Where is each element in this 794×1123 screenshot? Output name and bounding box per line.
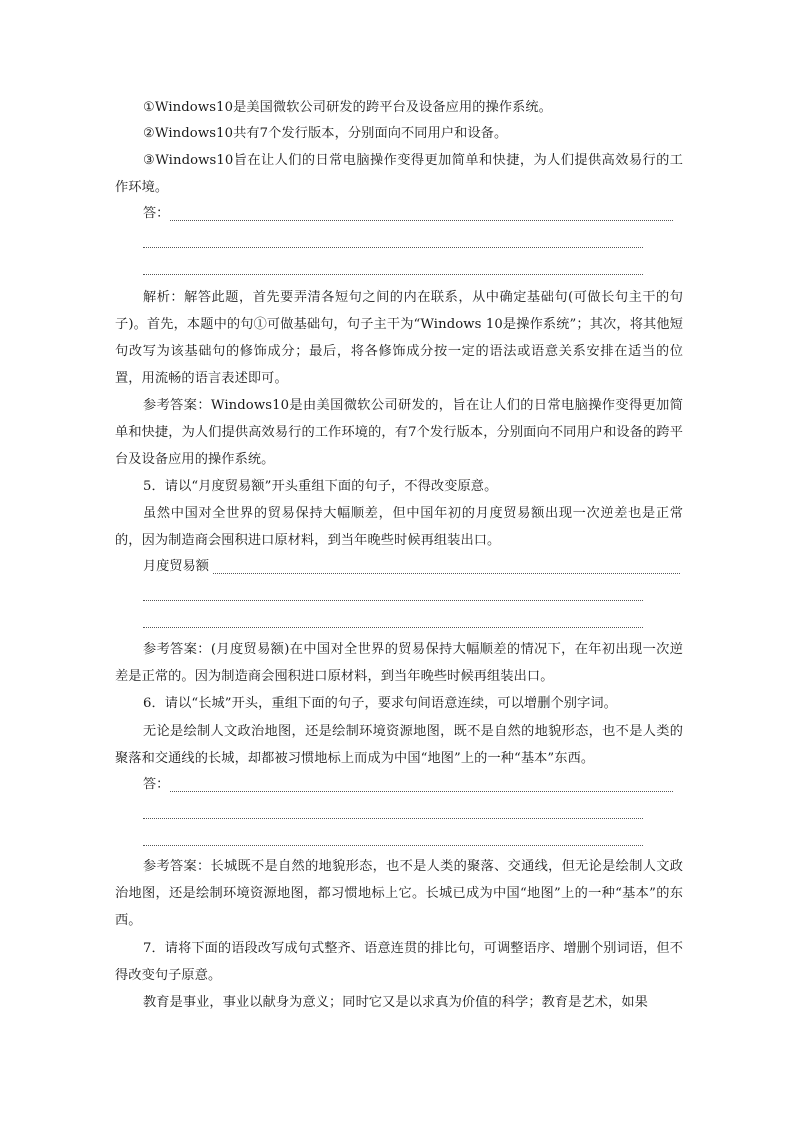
q7-text: 教育是事业，事业以献身为意义；同时它又是以求真为价值的科学；教育是艺术，如果: [143, 995, 648, 1010]
q6-prompt: 6．请以“长城”开头，重组下面的句子，要求句间语意连续，可以增删个别字词。: [143, 696, 617, 711]
q4-answer-label: 答：: [143, 206, 170, 221]
q5-reference-answer: 参考答案：(月度贸易额)在中国对全世界的贸易保持大幅顺差的情况下，在年初出现一次逆差是正常的。因为制造商会囤积进口原材料，到当年晚些时候再组装出口。: [115, 642, 683, 684]
q5-text: 虽然中国对全世界的贸易保持大幅顺差，但中国年初的月度贸易额出现一次逆差也是正常的，因为制造商会囤积进口原材料，到当年晚些时候再组装出口。: [115, 506, 683, 548]
q6-reference-answer: 参考答案：长城既不是自然的地貌形态，也不是人类的聚落、交通线，但无论是绘制人文政治地图，还是绘制环境资源地图，都习惯地标上它。长城已成为中国“地图”上的一种“基本”的东西。: [115, 859, 683, 928]
answer-line: [143, 845, 643, 846]
q6-answer-label: 答：: [143, 777, 170, 792]
answer-line: [143, 627, 643, 628]
q6-text: 无论是绘制人文政治地图，还是绘制环境资源地图，既不是自然的地貌形态，也不是人类的聚落和交通线的长城，却都被习惯地标上而成为中国“地图”上的一种“基本”东西。: [115, 724, 683, 766]
answer-line: [213, 573, 680, 574]
q5-answer-label: 月度贸易额: [143, 559, 209, 574]
answer-line: [143, 274, 643, 275]
answer-line: [170, 791, 673, 792]
q5-prompt: 5．请以“月度贸易额”开头重组下面的句子，不得改变原意。: [143, 479, 498, 494]
q4-item-1: ①Windows10是美国微软公司研发的跨平台及设备应用的操作系统。: [143, 100, 552, 115]
q4-item-3: ③Windows10旨在让人们的日常电脑操作变得更加简单和快捷，为人们提供高效易行的工作环境。: [115, 153, 683, 195]
q4-reference-answer: 参考答案：Windows10是由美国微软公司研发的，旨在让人们的日常电脑操作变得更加简单和快捷，为人们提供高效易行的工作环境的，有7个发行版本，分别面向不同用户和设备的跨平台及设备应用的操作系统。: [115, 398, 683, 467]
answer-line: [170, 220, 673, 221]
q4-item-2: ②Windows10共有7个发行版本，分别面向不同用户和设备。: [143, 126, 508, 141]
answer-line: [143, 600, 643, 601]
answer-line: [143, 247, 643, 248]
q4-analysis: 解析：解答此题，首先要弄清各短句之间的内在联系，从中确定基础句(可做长句主干的句子)。首先，本题中的句①可做基础句，句子主干为“Windows 10是操作系统”；其次，将其他短句改写为该基础句的修饰成分；最后，将各修饰成分按一定的语法或语意关系安排在适当的位置，用流畅的语言表述即可。: [115, 290, 683, 386]
q7-prompt: 7．请将下面的语段改写成句式整齐、语意连贯的排比句，可调整语序、增删个别词语，但不得改变句子原意。: [115, 941, 683, 983]
answer-line: [143, 818, 643, 819]
